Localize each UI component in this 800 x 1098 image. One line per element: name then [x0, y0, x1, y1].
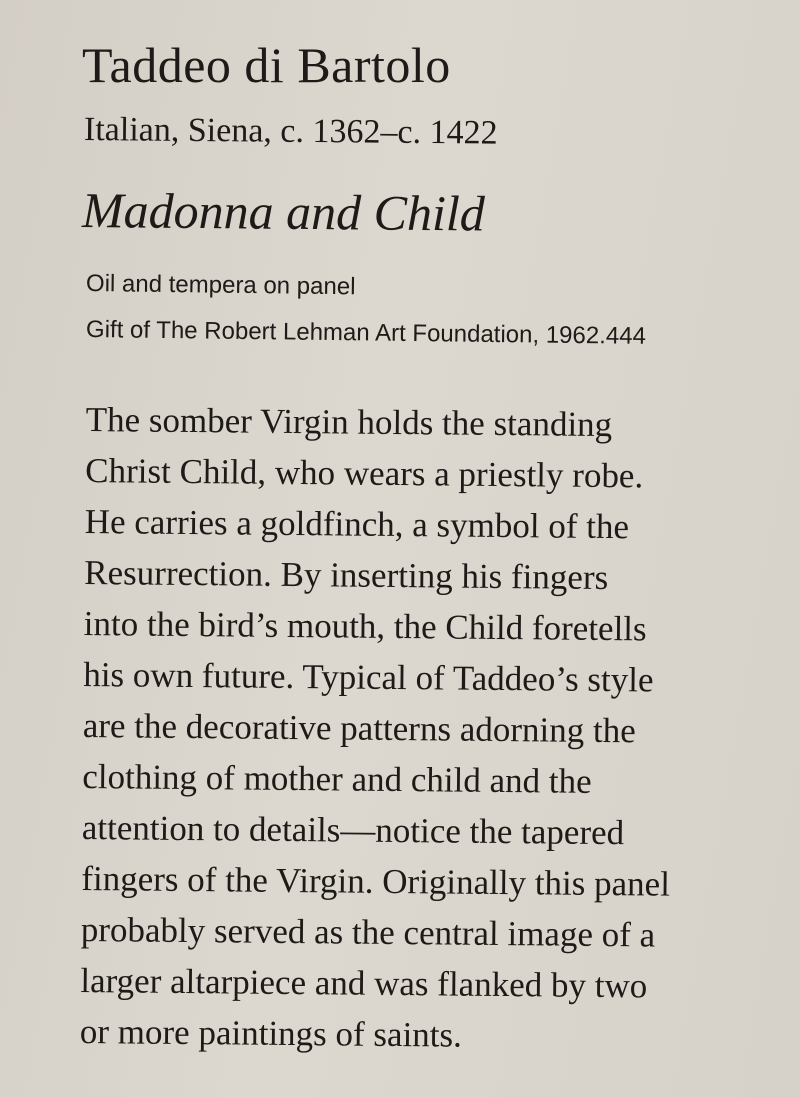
- description-line: The somber Virgin holds the standing: [85, 399, 613, 445]
- description-line: probably served as the central image of a: [80, 909, 656, 955]
- description-line: clothing of mother and child and the: [82, 756, 592, 801]
- description-line: fingers of the Virgin. Originally this panel: [81, 858, 671, 904]
- description-line: are the decorative patterns adorning the: [82, 705, 636, 751]
- description-line: larger altarpiece and was flanked by two: [80, 960, 648, 1006]
- description-line: Resurrection. By inserting his fingers: [84, 552, 609, 598]
- artwork-title: Madonna and Child: [81, 182, 486, 242]
- artwork-description: [80, 394, 746, 1063]
- description-line: his own future. Typical of Taddeo’s style: [83, 654, 654, 700]
- artwork-medium: Oil and tempera on panel: [85, 270, 356, 301]
- description-line: He carries a goldfinch, a symbol of the: [84, 501, 630, 547]
- artist-name: Taddeo di Bartolo: [82, 37, 451, 93]
- credit-line: Gift of The Robert Lehman Art Foundation, 1962.444: [85, 316, 647, 350]
- description-line: Christ Child, who wears a priestly robe.: [85, 450, 644, 496]
- artist-origin-dates: Italian, Siena, c. 1362–c. 1422: [83, 111, 498, 152]
- description-line: or more paintings of saints.: [79, 1011, 463, 1055]
- description-line: into the bird’s mouth, the Child foretells: [83, 603, 647, 649]
- description-line: attention to details—notice the tapered: [81, 807, 625, 853]
